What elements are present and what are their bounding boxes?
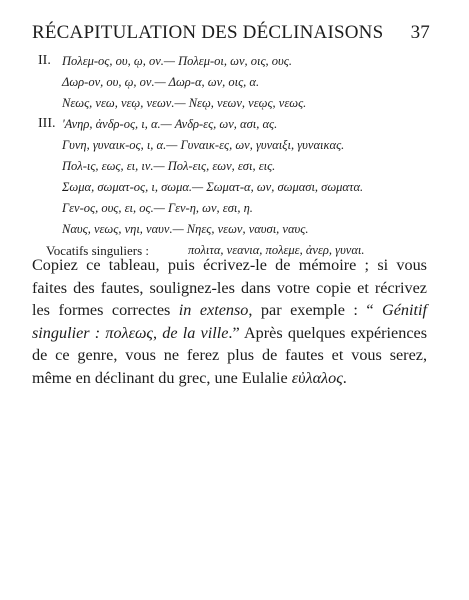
declension-number: II. — [38, 53, 51, 68]
page-number: 37 — [410, 22, 430, 43]
declension-forms: 'Ανηρ, ἀνδρ-ος, ι, α.— Ανδρ-ες, ων, ασι, ας. — [62, 117, 278, 131]
vocatives-label: Vocatifs singuliers : — [46, 243, 150, 258]
greek-word-poleos: πολεως — [105, 323, 153, 342]
page-header — [32, 22, 430, 44]
declension-row — [0, 96, 469, 114]
declension-row — [0, 54, 469, 72]
declension-forms: Ναυς, νεως, νηι, ναυν.— Νηες, νεων, ναυσι, ναυς. — [62, 222, 309, 236]
declension-forms: Νεως, νεω, νεῳ, νεων.— Νεῳ, νεων, νεῳς, νεως. — [62, 96, 307, 110]
declension-forms: Γεν-ος, ους, ει, ος.— Γεν-η, ων, εσι, η. — [62, 201, 253, 215]
declension-row — [0, 75, 469, 93]
declension-number: III. — [38, 116, 56, 131]
declension-forms: Γυνη, γυναικ-ος, ι, α.— Γυναικ-ες, ων, γυναιξι, γυναικας. — [62, 138, 345, 152]
translation-example: de la ville — [162, 323, 229, 342]
declension-row — [0, 201, 469, 219]
vocatives-forms: πολιτα, νεανια, πολεμε, ἀνερ, γυναι. — [188, 243, 365, 257]
genitif-example: Génitif singulier : — [32, 301, 427, 342]
paragraph-text: . — [342, 368, 347, 387]
declension-forms: Πολεμ-ος, ου, ῳ, ον.— Πολεμ-οι, ων, οις, ους. — [62, 54, 292, 68]
paragraph-text: Copiez ce tableau, puis écrivez-le de mémoire ; si vous faites des fautes, soulignez-les dans votre copie et récrivez les formes correctes — [32, 256, 427, 319]
greek-word-eulalos: εὐλαλος — [291, 368, 343, 387]
declension-row — [0, 159, 469, 177]
declension-forms: Δωρ-ον, ου, ῳ, ον.— Δωρ-α, ων, οις, α. — [62, 75, 260, 89]
declension-row — [0, 180, 469, 198]
declension-forms: Σωμα, σωματ-ος, ι, σωμα.— Σωματ-α, ων, σωμασι, σωματα. — [62, 180, 364, 194]
in-extenso-text: in extenso — [178, 301, 249, 319]
paragraph-text: , — [152, 323, 163, 342]
declension-forms: Πολ-ις, εως, ει, ιν.— Πολ-εις, εων, εσι, εις. — [62, 159, 276, 173]
paragraph-text: , par exemple : “ — [248, 301, 383, 319]
paragraph-text: .” Après quelques expériences de ce genre, vous ne ferez plus de fautes et vous serez, même en déclinant du grec, une Eulalie — [32, 323, 428, 387]
declension-row — [0, 222, 469, 240]
page-title: RÉCAPITULATION DES DÉCLINAISONS — [32, 22, 384, 43]
declension-row — [0, 138, 469, 156]
declension-row — [0, 117, 469, 135]
instruction-paragraph — [32, 254, 427, 389]
